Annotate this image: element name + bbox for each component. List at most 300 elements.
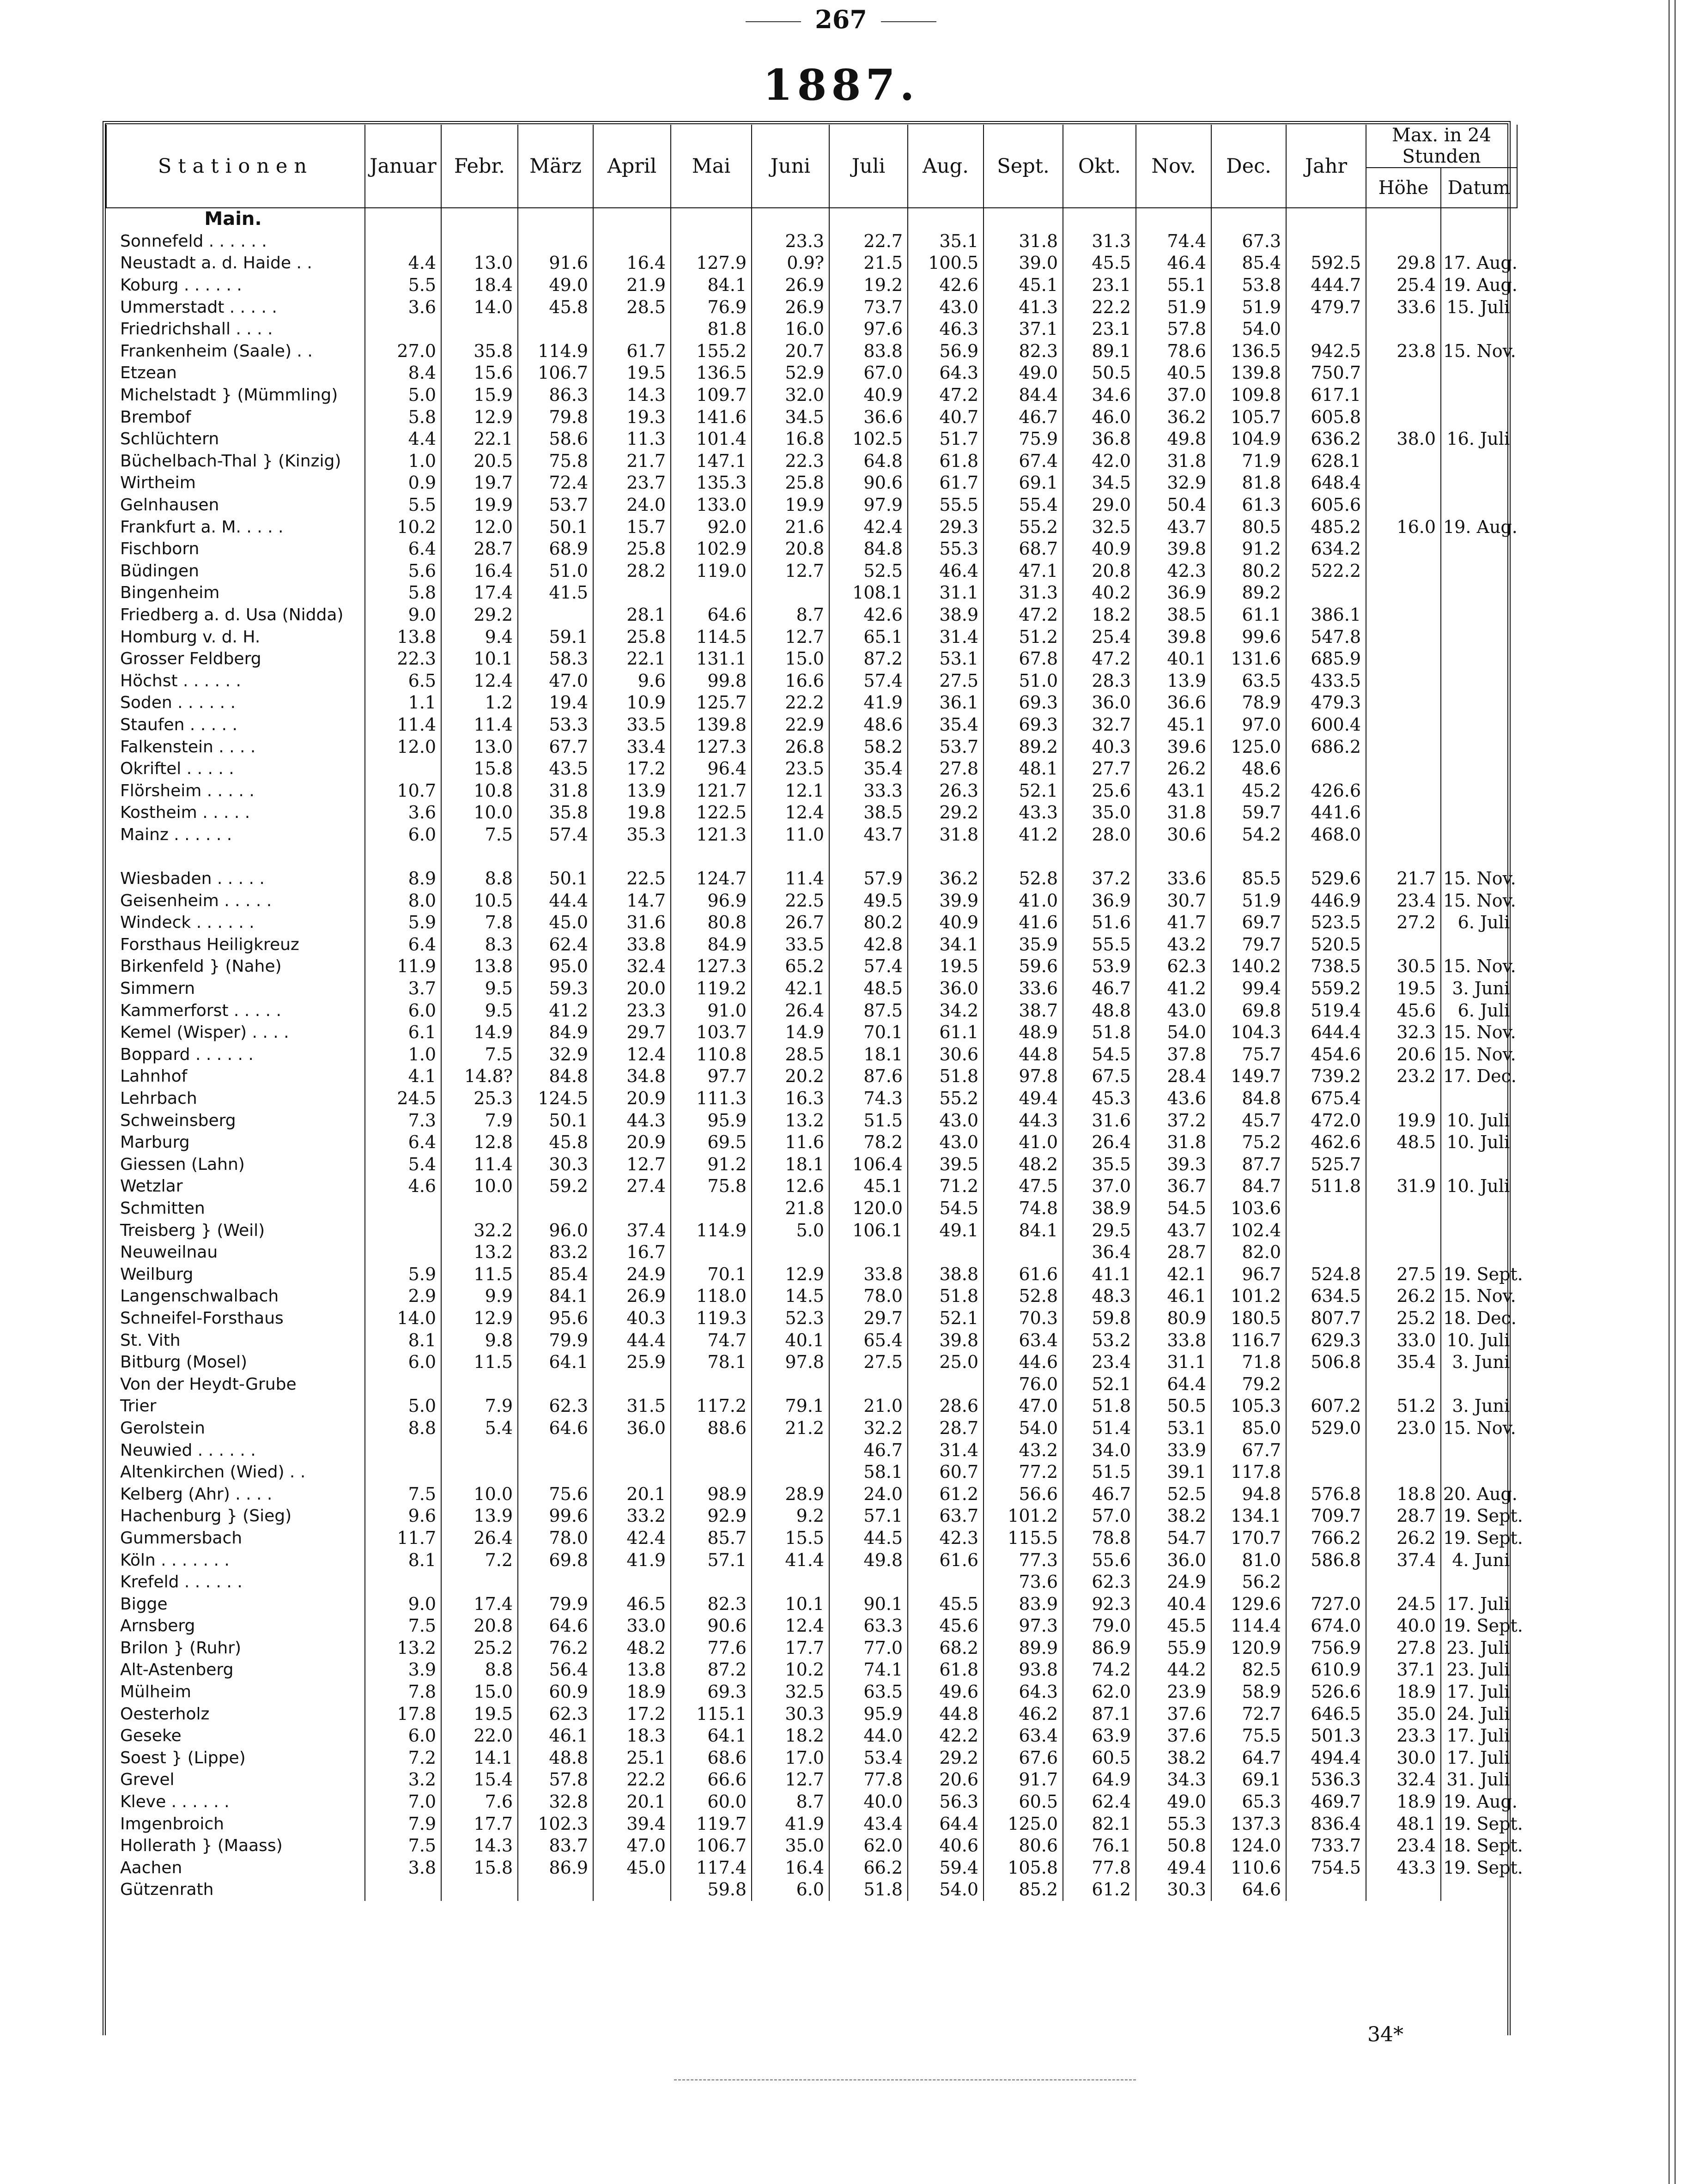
month-value: 55.9 bbox=[1136, 1637, 1211, 1659]
max-date: 17. Juli bbox=[1441, 1747, 1517, 1769]
max-date bbox=[1441, 1461, 1517, 1483]
month-value: 45.3 bbox=[1063, 1088, 1136, 1110]
month-value: 55.2 bbox=[908, 1088, 984, 1110]
table-row bbox=[106, 934, 1517, 956]
month-value bbox=[593, 1373, 671, 1395]
month-value: 86.9 bbox=[518, 1857, 593, 1879]
month-value: 15.0 bbox=[441, 1681, 518, 1703]
max-date: 18. Dec. bbox=[1441, 1307, 1517, 1330]
month-value: 5.8 bbox=[365, 582, 441, 604]
month-value: 43.2 bbox=[1136, 934, 1211, 956]
month-value: 8.8 bbox=[441, 868, 518, 890]
month-value: 28.2 bbox=[593, 560, 671, 582]
month-value: 127.3 bbox=[671, 956, 752, 978]
month-value: 14.3 bbox=[441, 1835, 518, 1857]
month-value: 26.7 bbox=[752, 912, 829, 934]
month-value bbox=[829, 1571, 908, 1593]
month-value: 11.0 bbox=[752, 824, 829, 846]
month-value: 7.5 bbox=[441, 1044, 518, 1066]
month-value: 28.7 bbox=[1136, 1241, 1211, 1264]
table-row bbox=[106, 1264, 1517, 1286]
month-value: 41.2 bbox=[518, 999, 593, 1022]
month-value: 36.9 bbox=[1063, 889, 1136, 912]
max-date bbox=[1441, 736, 1517, 758]
month-value: 75.5 bbox=[1211, 1725, 1286, 1747]
max-height: 23.0 bbox=[1366, 1417, 1441, 1440]
month-value: 46.7 bbox=[984, 406, 1063, 428]
station-name: Ummerstadt . . . . . bbox=[120, 297, 277, 317]
month-value: 97.7 bbox=[671, 1065, 752, 1088]
month-value: 6.4 bbox=[365, 1131, 441, 1154]
year-total bbox=[1286, 1241, 1366, 1264]
station-name: Friedberg a. d. Usa (Nidda) bbox=[120, 605, 344, 624]
month-value: 25.4 bbox=[1063, 626, 1136, 648]
month-value: 62.3 bbox=[1136, 956, 1211, 978]
table-row bbox=[106, 1637, 1517, 1659]
month-value: 14.1 bbox=[441, 1747, 518, 1769]
table-row bbox=[106, 978, 1517, 1000]
month-value: 53.4 bbox=[829, 1747, 908, 1769]
month-value: 26.8 bbox=[752, 736, 829, 758]
year-total bbox=[1286, 1373, 1366, 1395]
max-date: 15. Juli bbox=[1441, 296, 1517, 318]
month-value: 23.9 bbox=[1136, 1681, 1211, 1703]
month-value: 51.9 bbox=[1211, 889, 1286, 912]
month-value: 70.1 bbox=[671, 1264, 752, 1286]
month-value: 7.5 bbox=[365, 1483, 441, 1505]
month-value: 9.9 bbox=[441, 1285, 518, 1307]
max-height bbox=[1366, 934, 1441, 956]
month-value: 45.1 bbox=[984, 274, 1063, 296]
month-value: 106.7 bbox=[671, 1835, 752, 1857]
month-value: 19.5 bbox=[908, 956, 984, 978]
max-height bbox=[1366, 1879, 1441, 1901]
month-value: 97.6 bbox=[829, 318, 908, 340]
year-total: 522.2 bbox=[1286, 560, 1366, 582]
max-height: 23.2 bbox=[1366, 1065, 1441, 1088]
empty-cell bbox=[1286, 846, 1366, 868]
max-date bbox=[1441, 538, 1517, 560]
month-value: 83.7 bbox=[518, 1835, 593, 1857]
month-value: 23.3 bbox=[593, 999, 671, 1022]
year-total: 536.3 bbox=[1286, 1769, 1366, 1791]
month-value: 39.8 bbox=[1136, 626, 1211, 648]
month-value: 68.6 bbox=[671, 1747, 752, 1769]
month-value: 102.5 bbox=[829, 428, 908, 450]
month-value: 119.3 bbox=[671, 1307, 752, 1330]
region-label: Main. bbox=[204, 208, 262, 230]
max-height: 27.8 bbox=[1366, 1637, 1441, 1659]
month-value: 26.3 bbox=[908, 780, 984, 802]
station-name: Kemel (Wisper) . . . . bbox=[120, 1023, 289, 1042]
month-value bbox=[441, 1571, 518, 1593]
month-value: 38.5 bbox=[829, 802, 908, 824]
month-value: 114.9 bbox=[671, 1219, 752, 1241]
station-name: Bigge bbox=[120, 1594, 168, 1614]
month-value: 40.6 bbox=[908, 1835, 984, 1857]
month-value: 75.7 bbox=[1211, 1044, 1286, 1066]
month-value: 7.5 bbox=[441, 824, 518, 846]
table-row bbox=[106, 1747, 1517, 1769]
month-value: 36.8 bbox=[1063, 428, 1136, 450]
month-value: 51.6 bbox=[1063, 912, 1136, 934]
month-value: 80.6 bbox=[984, 1835, 1063, 1857]
month-value: 25.8 bbox=[593, 538, 671, 560]
table-row bbox=[106, 296, 1517, 318]
page-number-text: 267 bbox=[815, 5, 867, 34]
month-value: 117.8 bbox=[1211, 1461, 1286, 1483]
station-name: Soden . . . . . . bbox=[120, 693, 236, 713]
month-value: 61.8 bbox=[908, 1659, 984, 1681]
max-height: 40.0 bbox=[1366, 1615, 1441, 1637]
station-name: Geseke bbox=[120, 1726, 182, 1746]
max-height: 26.2 bbox=[1366, 1285, 1441, 1307]
max-date: 10. Juli bbox=[1441, 1109, 1517, 1131]
month-value: 22.9 bbox=[752, 714, 829, 736]
month-value: 11.9 bbox=[365, 956, 441, 978]
month-value: 56.3 bbox=[908, 1791, 984, 1813]
table-row bbox=[106, 582, 1517, 604]
month-value: 20.1 bbox=[593, 1483, 671, 1505]
max-date: 19. Sept. bbox=[1441, 1615, 1517, 1637]
page-number bbox=[0, 5, 1682, 34]
month-value: 78.2 bbox=[829, 1131, 908, 1154]
month-value: 13.2 bbox=[752, 1109, 829, 1131]
month-value: 57.4 bbox=[829, 956, 908, 978]
month-value: 7.9 bbox=[365, 1813, 441, 1835]
month-value: 5.6 bbox=[365, 560, 441, 582]
month-value: 84.4 bbox=[984, 384, 1063, 406]
max-date bbox=[1441, 472, 1517, 494]
month-value: 24.0 bbox=[593, 494, 671, 516]
month-value: 42.8 bbox=[829, 934, 908, 956]
month-value: 84.7 bbox=[1211, 1175, 1286, 1198]
month-value: 7.8 bbox=[365, 1681, 441, 1703]
max-height: 48.1 bbox=[1366, 1813, 1441, 1835]
month-value: 72.7 bbox=[1211, 1703, 1286, 1725]
max-height bbox=[1366, 560, 1441, 582]
month-value: 88.6 bbox=[671, 1417, 752, 1440]
month-value: 12.9 bbox=[441, 1307, 518, 1330]
month-value: 64.3 bbox=[908, 362, 984, 384]
month-value: 5.0 bbox=[365, 1395, 441, 1417]
month-value: 64.6 bbox=[671, 604, 752, 626]
month-value bbox=[365, 1439, 441, 1461]
month-value: 56.4 bbox=[518, 1659, 593, 1681]
month-value bbox=[365, 1373, 441, 1395]
month-value: 28.7 bbox=[908, 1417, 984, 1440]
month-value: 23.1 bbox=[1063, 318, 1136, 340]
max-date: 17. Juli bbox=[1441, 1593, 1517, 1615]
month-value: 77.2 bbox=[984, 1461, 1063, 1483]
month-value: 21.2 bbox=[752, 1417, 829, 1440]
month-value: 103.6 bbox=[1211, 1198, 1286, 1220]
max-date bbox=[1441, 560, 1517, 582]
month-value: 7.5 bbox=[365, 1835, 441, 1857]
month-value: 10.1 bbox=[441, 648, 518, 670]
month-value: 136.5 bbox=[671, 362, 752, 384]
month-value bbox=[908, 1373, 984, 1395]
header-month-4: April bbox=[593, 125, 671, 208]
month-value: 11.4 bbox=[441, 714, 518, 736]
month-value: 82.1 bbox=[1063, 1813, 1136, 1835]
month-value: 60.5 bbox=[984, 1791, 1063, 1813]
max-height: 18.9 bbox=[1366, 1681, 1441, 1703]
month-value bbox=[829, 1241, 908, 1264]
header-month-3: März bbox=[518, 125, 593, 208]
month-value: 10.0 bbox=[441, 1483, 518, 1505]
month-value: 37.1 bbox=[984, 318, 1063, 340]
month-value: 133.0 bbox=[671, 494, 752, 516]
month-value: 13.2 bbox=[365, 1637, 441, 1659]
month-value: 82.5 bbox=[1211, 1659, 1286, 1681]
month-value: 29.2 bbox=[441, 604, 518, 626]
month-value: 71.9 bbox=[1211, 450, 1286, 472]
month-value: 10.5 bbox=[441, 889, 518, 912]
month-value: 14.0 bbox=[365, 1307, 441, 1330]
month-value: 90.6 bbox=[829, 472, 908, 494]
month-value: 55.6 bbox=[1063, 1549, 1136, 1571]
month-value: 58.6 bbox=[518, 428, 593, 450]
month-value: 33.8 bbox=[829, 1264, 908, 1286]
month-value: 9.4 bbox=[441, 626, 518, 648]
month-value: 44.4 bbox=[593, 1329, 671, 1351]
table-row bbox=[106, 1527, 1517, 1549]
month-value: 36.1 bbox=[908, 692, 984, 714]
max-height: 21.7 bbox=[1366, 868, 1441, 890]
month-value: 97.8 bbox=[752, 1351, 829, 1373]
month-value: 34.5 bbox=[752, 406, 829, 428]
month-value: 9.5 bbox=[441, 999, 518, 1022]
month-value: 7.5 bbox=[365, 1615, 441, 1637]
month-value: 33.0 bbox=[593, 1615, 671, 1637]
month-value: 48.8 bbox=[518, 1747, 593, 1769]
station-name: Michelstadt } (Mümmling) bbox=[120, 386, 338, 405]
month-value: 5.8 bbox=[365, 406, 441, 428]
month-value: 22.1 bbox=[593, 648, 671, 670]
month-value: 102.3 bbox=[518, 1813, 593, 1835]
month-value: 7.9 bbox=[441, 1109, 518, 1131]
year-total bbox=[1286, 1219, 1366, 1241]
empty-cell bbox=[518, 208, 593, 230]
max-height bbox=[1366, 406, 1441, 428]
empty-cell bbox=[829, 846, 908, 868]
month-value: 37.4 bbox=[593, 1219, 671, 1241]
month-value: 59.8 bbox=[671, 1879, 752, 1901]
month-value: 69.1 bbox=[984, 472, 1063, 494]
month-value: 84.1 bbox=[518, 1285, 593, 1307]
max-date bbox=[1441, 230, 1517, 253]
month-value: 62.3 bbox=[518, 1395, 593, 1417]
month-value: 40.9 bbox=[908, 912, 984, 934]
station-name: Büdingen bbox=[120, 561, 199, 581]
month-value: 69.3 bbox=[984, 692, 1063, 714]
month-value: 40.1 bbox=[1136, 648, 1211, 670]
table-row bbox=[106, 670, 1517, 692]
month-value: 48.8 bbox=[1063, 999, 1136, 1022]
month-value: 15.7 bbox=[593, 516, 671, 538]
month-value: 9.6 bbox=[365, 1505, 441, 1527]
month-value bbox=[984, 1241, 1063, 1264]
year-total: 754.5 bbox=[1286, 1857, 1366, 1879]
empty-cell bbox=[365, 208, 441, 230]
table-row bbox=[106, 384, 1517, 406]
year-total: 617.1 bbox=[1286, 384, 1366, 406]
month-value: 31.8 bbox=[984, 230, 1063, 253]
month-value: 63.4 bbox=[984, 1329, 1063, 1351]
month-value: 46.7 bbox=[1063, 1483, 1136, 1505]
empty-cell bbox=[518, 846, 593, 868]
month-value: 50.1 bbox=[518, 868, 593, 890]
year-total bbox=[1286, 758, 1366, 780]
month-value: 71.8 bbox=[1211, 1351, 1286, 1373]
month-value: 51.2 bbox=[984, 626, 1063, 648]
month-value: 8.4 bbox=[365, 362, 441, 384]
station-name: Giessen (Lahn) bbox=[120, 1155, 245, 1174]
year-total bbox=[1286, 1461, 1366, 1483]
max-height bbox=[1366, 758, 1441, 780]
month-value: 81.8 bbox=[1211, 472, 1286, 494]
max-date: 15. Nov. bbox=[1441, 868, 1517, 890]
month-value: 96.0 bbox=[518, 1219, 593, 1241]
month-value: 55.2 bbox=[984, 516, 1063, 538]
month-value: 13.9 bbox=[593, 780, 671, 802]
month-value: 20.8 bbox=[1063, 560, 1136, 582]
month-value: 74.7 bbox=[671, 1329, 752, 1351]
month-value: 51.0 bbox=[984, 670, 1063, 692]
month-value: 24.0 bbox=[829, 1483, 908, 1505]
month-value: 49.0 bbox=[1136, 1791, 1211, 1813]
month-value: 36.0 bbox=[908, 978, 984, 1000]
month-value: 82.0 bbox=[1211, 1241, 1286, 1264]
month-value bbox=[441, 1373, 518, 1395]
month-value: 31.6 bbox=[593, 912, 671, 934]
month-value: 20.7 bbox=[752, 340, 829, 363]
month-value: 106.4 bbox=[829, 1154, 908, 1176]
month-value: 17.0 bbox=[752, 1747, 829, 1769]
empty-cell bbox=[1366, 208, 1441, 230]
precipitation-table bbox=[106, 125, 1523, 1901]
month-value: 96.9 bbox=[671, 889, 752, 912]
month-value: 32.9 bbox=[1136, 472, 1211, 494]
month-value: 52.1 bbox=[984, 780, 1063, 802]
month-value: 40.1 bbox=[752, 1329, 829, 1351]
empty-cell bbox=[1441, 208, 1517, 230]
month-value: 19.7 bbox=[441, 472, 518, 494]
month-value: 38.5 bbox=[1136, 604, 1211, 626]
month-value: 72.4 bbox=[518, 472, 593, 494]
month-value: 12.4 bbox=[752, 1615, 829, 1637]
max-date bbox=[1441, 714, 1517, 736]
month-value: 135.3 bbox=[671, 472, 752, 494]
month-value: 79.1 bbox=[752, 1395, 829, 1417]
month-value: 5.4 bbox=[441, 1417, 518, 1440]
max-date: 15. Nov. bbox=[1441, 1022, 1517, 1044]
max-height bbox=[1366, 1154, 1441, 1176]
month-value: 82.3 bbox=[984, 340, 1063, 363]
month-value: 139.8 bbox=[671, 714, 752, 736]
month-value: 57.4 bbox=[829, 670, 908, 692]
month-value: 75.2 bbox=[1211, 1131, 1286, 1154]
month-value: 79.7 bbox=[1211, 934, 1286, 956]
max-height bbox=[1366, 604, 1441, 626]
max-date bbox=[1441, 494, 1517, 516]
empty-cell bbox=[593, 846, 671, 868]
month-value: 22.7 bbox=[829, 230, 908, 253]
month-value: 47.2 bbox=[984, 604, 1063, 626]
max-date: 3. Juni bbox=[1441, 978, 1517, 1000]
month-value: 18.4 bbox=[441, 274, 518, 296]
max-date: 17. Aug. bbox=[1441, 252, 1517, 274]
month-value: 2.9 bbox=[365, 1285, 441, 1307]
month-value: 40.4 bbox=[1136, 1593, 1211, 1615]
month-value: 36.2 bbox=[1136, 406, 1211, 428]
month-value: 44.3 bbox=[984, 1109, 1063, 1131]
month-value: 98.9 bbox=[671, 1483, 752, 1505]
month-value: 39.6 bbox=[1136, 736, 1211, 758]
max-height: 35.0 bbox=[1366, 1703, 1441, 1725]
year-total: 739.2 bbox=[1286, 1065, 1366, 1088]
month-value: 41.6 bbox=[984, 912, 1063, 934]
month-value: 24.5 bbox=[365, 1088, 441, 1110]
month-value: 74.4 bbox=[1136, 230, 1211, 253]
month-value: 83.9 bbox=[984, 1593, 1063, 1615]
month-value: 76.0 bbox=[984, 1373, 1063, 1395]
max-date: 15. Nov. bbox=[1441, 956, 1517, 978]
month-value: 9.0 bbox=[365, 604, 441, 626]
month-value: 19.9 bbox=[752, 494, 829, 516]
month-value: 3.2 bbox=[365, 1769, 441, 1791]
month-value: 22.0 bbox=[441, 1725, 518, 1747]
month-value: 34.8 bbox=[593, 1065, 671, 1088]
max-height: 23.4 bbox=[1366, 889, 1441, 912]
month-value: 5.0 bbox=[365, 384, 441, 406]
month-value: 52.1 bbox=[908, 1307, 984, 1330]
month-value: 45.8 bbox=[518, 296, 593, 318]
table-row bbox=[106, 736, 1517, 758]
month-value bbox=[593, 1198, 671, 1220]
month-value: 10.7 bbox=[365, 780, 441, 802]
month-value: 10.0 bbox=[441, 802, 518, 824]
month-value: 120.0 bbox=[829, 1198, 908, 1220]
month-value: 36.4 bbox=[1063, 1241, 1136, 1264]
month-value: 5.4 bbox=[365, 1154, 441, 1176]
month-value: 59.1 bbox=[518, 626, 593, 648]
max-date: 31. Juli bbox=[1441, 1769, 1517, 1791]
max-height: 24.5 bbox=[1366, 1593, 1441, 1615]
month-value: 58.2 bbox=[829, 736, 908, 758]
header-month-5: Mai bbox=[671, 125, 752, 208]
max-date: 19. Sept. bbox=[1441, 1505, 1517, 1527]
month-value: 11.4 bbox=[752, 868, 829, 890]
year-total: 634.5 bbox=[1286, 1285, 1366, 1307]
month-value: 69.8 bbox=[518, 1549, 593, 1571]
table-row bbox=[106, 1154, 1517, 1176]
month-value: 58.1 bbox=[829, 1461, 908, 1483]
month-value: 51.9 bbox=[1136, 296, 1211, 318]
station-name: Kleve . . . . . . bbox=[120, 1792, 230, 1812]
table-row bbox=[106, 1198, 1517, 1220]
max-date bbox=[1441, 692, 1517, 714]
month-value: 8.3 bbox=[441, 934, 518, 956]
month-value: 4.1 bbox=[365, 1065, 441, 1088]
station-name: Koburg . . . . . . bbox=[120, 276, 242, 295]
month-value: 44.0 bbox=[829, 1725, 908, 1747]
month-value: 32.8 bbox=[518, 1791, 593, 1813]
month-value: 13.8 bbox=[593, 1659, 671, 1681]
station-name: Wetzlar bbox=[120, 1177, 183, 1196]
table-row bbox=[106, 648, 1517, 670]
